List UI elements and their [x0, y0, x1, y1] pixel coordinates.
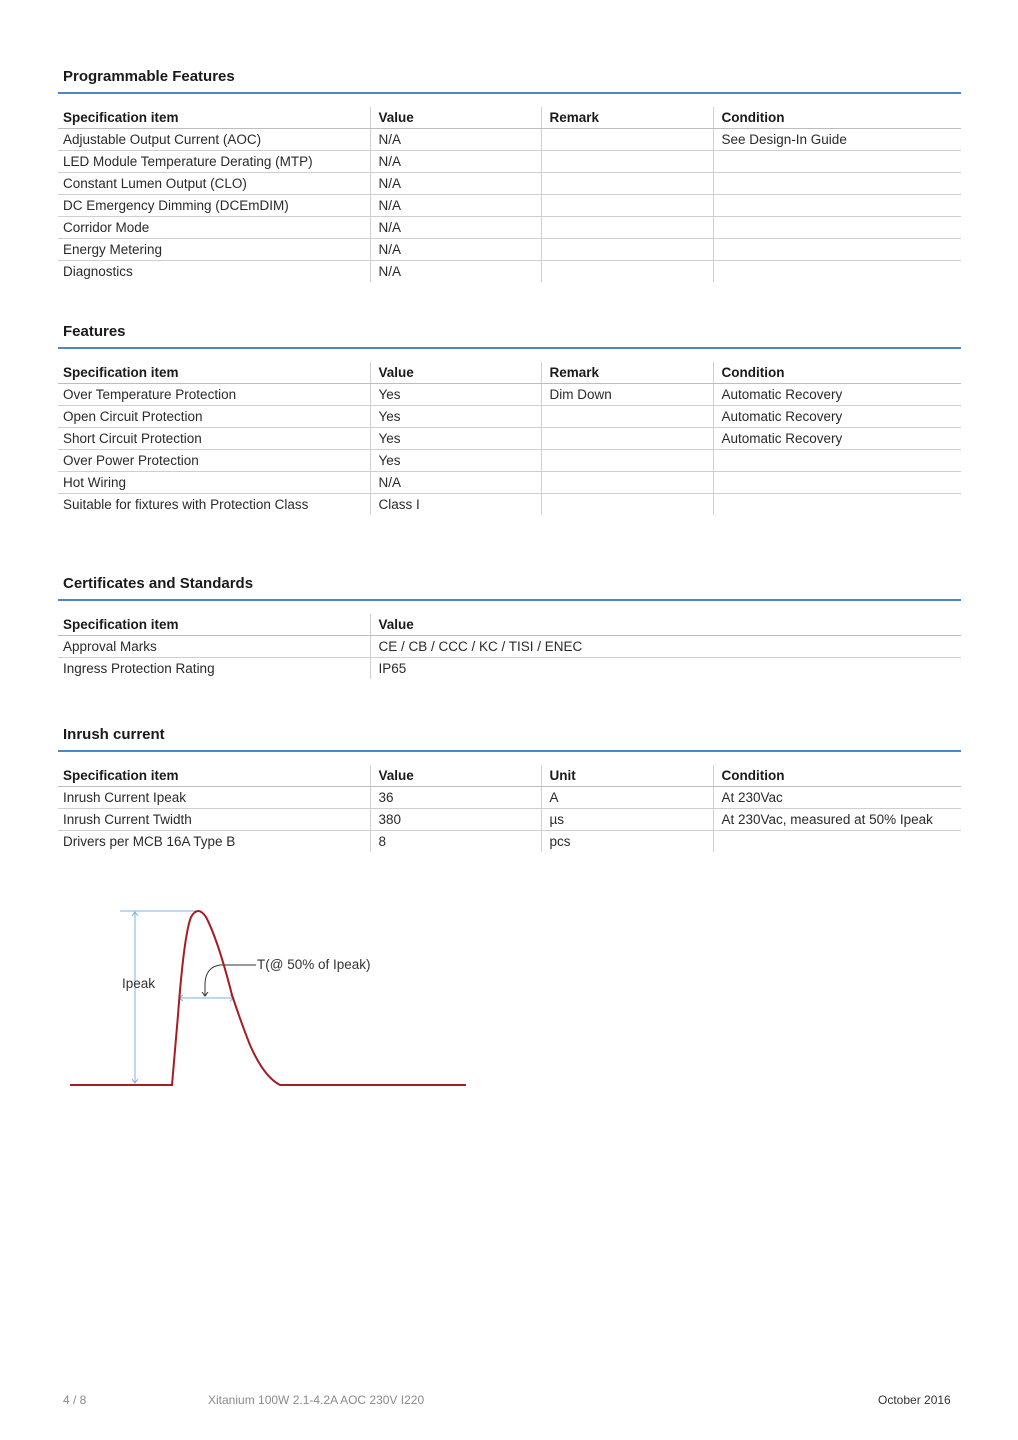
- table-cell: Yes: [370, 406, 541, 428]
- column-header: Specification item: [58, 614, 370, 636]
- footer-date: October 2016: [878, 1393, 951, 1407]
- table-cell: [713, 831, 961, 853]
- table-cell: [541, 195, 713, 217]
- section-title: Programmable Features: [63, 68, 235, 85]
- section-title: Certificates and Standards: [63, 575, 254, 592]
- table-cell: 8: [370, 831, 541, 853]
- table-row: [58, 809, 961, 831]
- table-cell: [541, 261, 713, 283]
- table-row: [58, 787, 961, 809]
- table-cell: Over Power Protection: [58, 450, 370, 472]
- table-header-row: [58, 614, 961, 636]
- inrush-current-table: [58, 765, 961, 852]
- table-cell: [713, 151, 961, 173]
- table-cell: N/A: [370, 195, 541, 217]
- table-cell: Approval Marks: [58, 636, 370, 658]
- table-cell: Yes: [370, 428, 541, 450]
- section-divider: [58, 599, 961, 601]
- section-certificates: [58, 571, 961, 679]
- table-cell: Inrush Current Ipeak: [58, 787, 370, 809]
- table-row: [58, 261, 961, 283]
- table-cell: See Design-In Guide: [713, 129, 961, 151]
- table-cell: Adjustable Output Current (AOC): [58, 129, 370, 151]
- table-cell: [713, 239, 961, 261]
- column-header: Specification item: [58, 362, 370, 384]
- table-row: [58, 195, 961, 217]
- column-header: Condition: [713, 362, 961, 384]
- table-row: [58, 428, 961, 450]
- section-divider: [58, 750, 961, 752]
- column-header: Value: [370, 765, 541, 787]
- ipeak-label: Ipeak: [122, 976, 156, 991]
- table-cell: [541, 428, 713, 450]
- table-cell: [713, 261, 961, 283]
- column-header: Value: [370, 614, 961, 636]
- footer-product-name: Xitanium 100W 2.1-4.2A AOC 230V I220: [208, 1393, 425, 1407]
- section-features: [58, 319, 961, 515]
- table-row: [58, 239, 961, 261]
- column-header: Specification item: [58, 107, 370, 129]
- table-cell: N/A: [370, 261, 541, 283]
- table-row: [58, 217, 961, 239]
- table-row: [58, 129, 961, 151]
- table-cell: Diagnostics: [63, 264, 133, 279]
- table-row: [58, 384, 961, 406]
- column-header: Remark: [541, 107, 713, 129]
- table-cell: [541, 129, 713, 151]
- table-row: [58, 151, 961, 173]
- table-row: [58, 472, 961, 494]
- table-cell: Over Temperature Protection: [58, 384, 370, 406]
- table-row: [58, 450, 961, 472]
- table-cell: [713, 472, 961, 494]
- table-cell: Hot Wiring: [58, 472, 370, 494]
- table-cell: Class I: [370, 494, 541, 516]
- column-header: Remark: [541, 362, 713, 384]
- table-cell: Yes: [370, 450, 541, 472]
- section-inrush-current: [58, 722, 961, 852]
- section-divider: [58, 92, 961, 94]
- inrush-current-waveform: [70, 911, 466, 1085]
- table-row: [58, 173, 961, 195]
- table-cell: [713, 173, 961, 195]
- table-row: [58, 831, 961, 853]
- table-cell: [541, 239, 713, 261]
- table-row: [58, 494, 961, 516]
- table-cell: A: [541, 787, 713, 809]
- table-cell: N/A: [370, 472, 541, 494]
- table-cell: [713, 217, 961, 239]
- table-cell: Automatic Recovery: [713, 406, 961, 428]
- inrush-waveform-diagram: [60, 895, 480, 1095]
- table-cell: [541, 217, 713, 239]
- table-cell: 36: [370, 787, 541, 809]
- table-cell: Constant Lumen Output (CLO): [58, 173, 370, 195]
- twidth-label: T(@ 50% of Ipeak): [257, 957, 371, 972]
- table-cell: Suitable for fixtures with Protection Class: [63, 497, 309, 512]
- section-programmable-features: [58, 64, 961, 282]
- table-cell: Dim Down: [541, 384, 713, 406]
- table-cell: [541, 494, 713, 516]
- table-header-row: [58, 362, 961, 384]
- table-cell: [541, 406, 713, 428]
- table-cell: µs: [541, 809, 713, 831]
- table-cell: N/A: [370, 217, 541, 239]
- table-cell: [713, 450, 961, 472]
- table-header-row: [58, 765, 961, 787]
- table-cell: [541, 151, 713, 173]
- table-header-row: [58, 107, 961, 129]
- column-header: Value: [370, 362, 541, 384]
- table-row: [58, 406, 961, 428]
- table-cell: [541, 450, 713, 472]
- table-cell: IP65: [370, 658, 961, 680]
- table-cell: Open Circuit Protection: [58, 406, 370, 428]
- table-cell: pcs: [541, 831, 713, 853]
- table-cell: 380: [370, 809, 541, 831]
- column-header: Condition: [713, 107, 961, 129]
- column-header: Unit: [541, 765, 713, 787]
- table-cell: Ingress Protection Rating: [63, 661, 215, 676]
- programmable-features-table: [58, 107, 961, 282]
- section-title: Features: [63, 323, 126, 340]
- table-cell: Yes: [370, 384, 541, 406]
- section-title: Inrush current: [63, 726, 165, 743]
- table-cell: [541, 173, 713, 195]
- table-cell: Automatic Recovery: [713, 428, 961, 450]
- table-cell: DC Emergency Dimming (DCEmDIM): [58, 195, 370, 217]
- features-table: [58, 362, 961, 515]
- footer-page-number: 4 / 8: [63, 1393, 87, 1407]
- table-cell: [713, 195, 961, 217]
- column-header: Value: [370, 107, 541, 129]
- table-cell: [713, 494, 961, 516]
- table-row: [58, 636, 961, 658]
- column-header: Condition: [713, 765, 961, 787]
- table-cell: Drivers per MCB 16A Type B: [63, 834, 236, 849]
- section-divider: [58, 347, 961, 349]
- certificates-table: [58, 614, 961, 679]
- table-cell: N/A: [370, 239, 541, 261]
- table-cell: At 230Vac, measured at 50% Ipeak: [713, 809, 961, 831]
- table-cell: N/A: [370, 129, 541, 151]
- table-cell: At 230Vac: [713, 787, 961, 809]
- column-header: Specification item: [58, 765, 370, 787]
- table-row: [58, 658, 961, 680]
- table-cell: CE / CB / CCC / KC / TISI / ENEC: [370, 636, 961, 658]
- table-cell: Short Circuit Protection: [58, 428, 370, 450]
- table-cell: [541, 472, 713, 494]
- table-cell: Inrush Current Twidth: [58, 809, 370, 831]
- table-cell: Automatic Recovery: [713, 384, 961, 406]
- table-cell: Corridor Mode: [58, 217, 370, 239]
- table-cell: N/A: [370, 173, 541, 195]
- table-cell: LED Module Temperature Derating (MTP): [58, 151, 370, 173]
- table-cell: N/A: [370, 151, 541, 173]
- table-cell: Energy Metering: [58, 239, 370, 261]
